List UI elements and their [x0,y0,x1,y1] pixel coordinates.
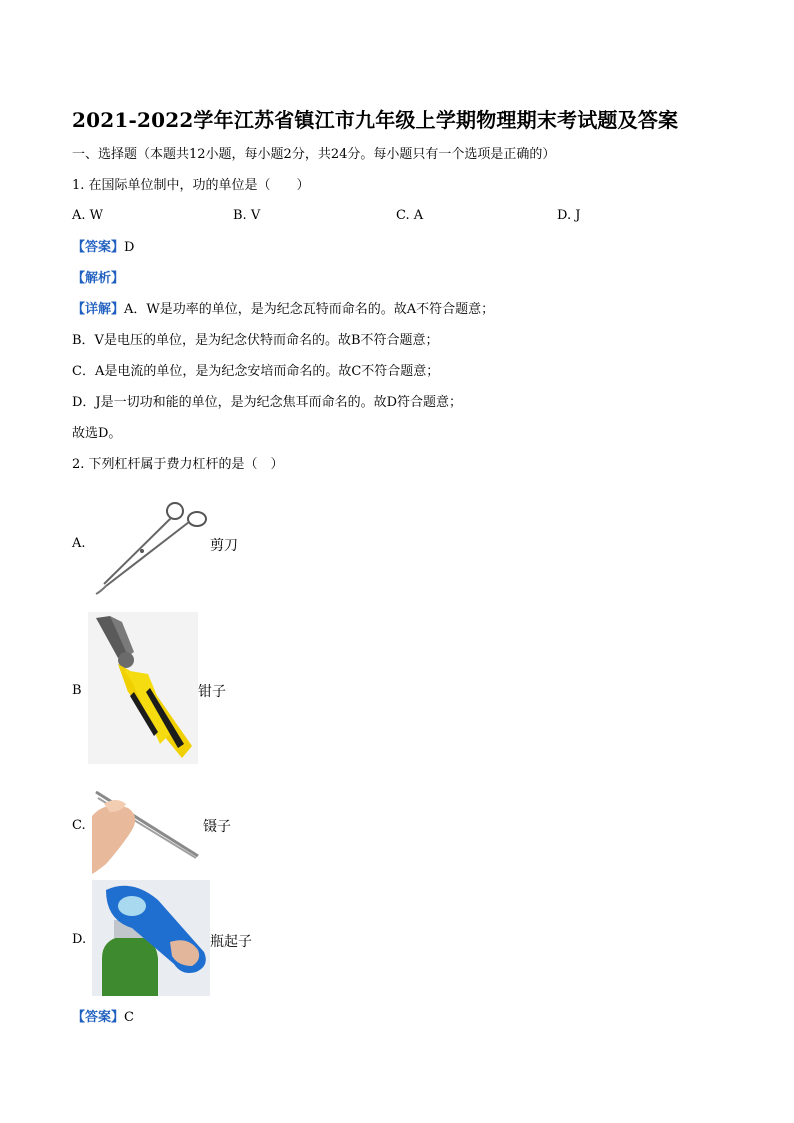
q2-option-d-name: 瓶起子 [210,934,252,950]
q2-option-d-letter: D. [72,932,87,947]
q2-answer [72,1009,134,1027]
q2-option-c-letter: C. [72,818,86,833]
q1-detail-line-3: C．A是电流的单位，是为纪念安培而命名的。故C不符合题意； [72,364,440,379]
q1-option-a: A. W [72,208,104,223]
answer-value: C [124,1010,134,1025]
q2-option-b-name: 钳子 [198,684,226,700]
q1-option-b: B. V [233,208,261,223]
analysis-tag: 【解析】 [72,271,125,286]
answer-tag: 【答案】 [72,1010,125,1025]
question-1-stem: 1. 在国际单位制中，功的单位是（ ） [72,178,310,193]
scissors-image [90,494,210,598]
page-title: 2021-2022学年江苏省镇江市九年级上学期物理期末考试题及答案 [72,108,679,132]
q1-conclusion: 故选D。 [72,426,122,441]
q2-option-a-name: 剪刀 [210,538,238,554]
q1-detail-line-2: B．V是电压的单位，是为纪念伏特而命名的。故B不符合题意； [72,333,439,348]
section-heading: 一、选择题（本题共12小题，每小题2分，共24分。每小题只有一个选项是正确的） [72,147,556,162]
detail-tag: 【详解】 [72,302,125,317]
answer-tag: 【答案】 [72,240,125,255]
q1-option-c: C. A [396,208,424,223]
answer-value: D [124,240,135,255]
q2-option-c-name: 镊子 [203,819,231,835]
q2-option-a-letter: A. [72,536,86,551]
q1-detail-line-4: D．J是一切功和能的单位，是为纪念焦耳而命名的。故D符合题意； [72,395,463,410]
q1-analysis-tag [72,270,124,288]
pliers-image [88,612,198,764]
detail-text: A．W是功率的单位，是为纪念瓦特而命名的。故A不符合题意； [124,302,495,317]
q2-option-b-letter: B [72,683,82,698]
question-2-stem: 2. 下列杠杆属于费力杠杆的是（ ） [72,457,284,472]
q1-option-d: D. J [557,208,581,223]
q1-detail-line-1 [72,301,494,319]
tweezers-image [92,786,202,876]
q1-answer [72,239,134,257]
bottle-opener-image [92,880,210,996]
